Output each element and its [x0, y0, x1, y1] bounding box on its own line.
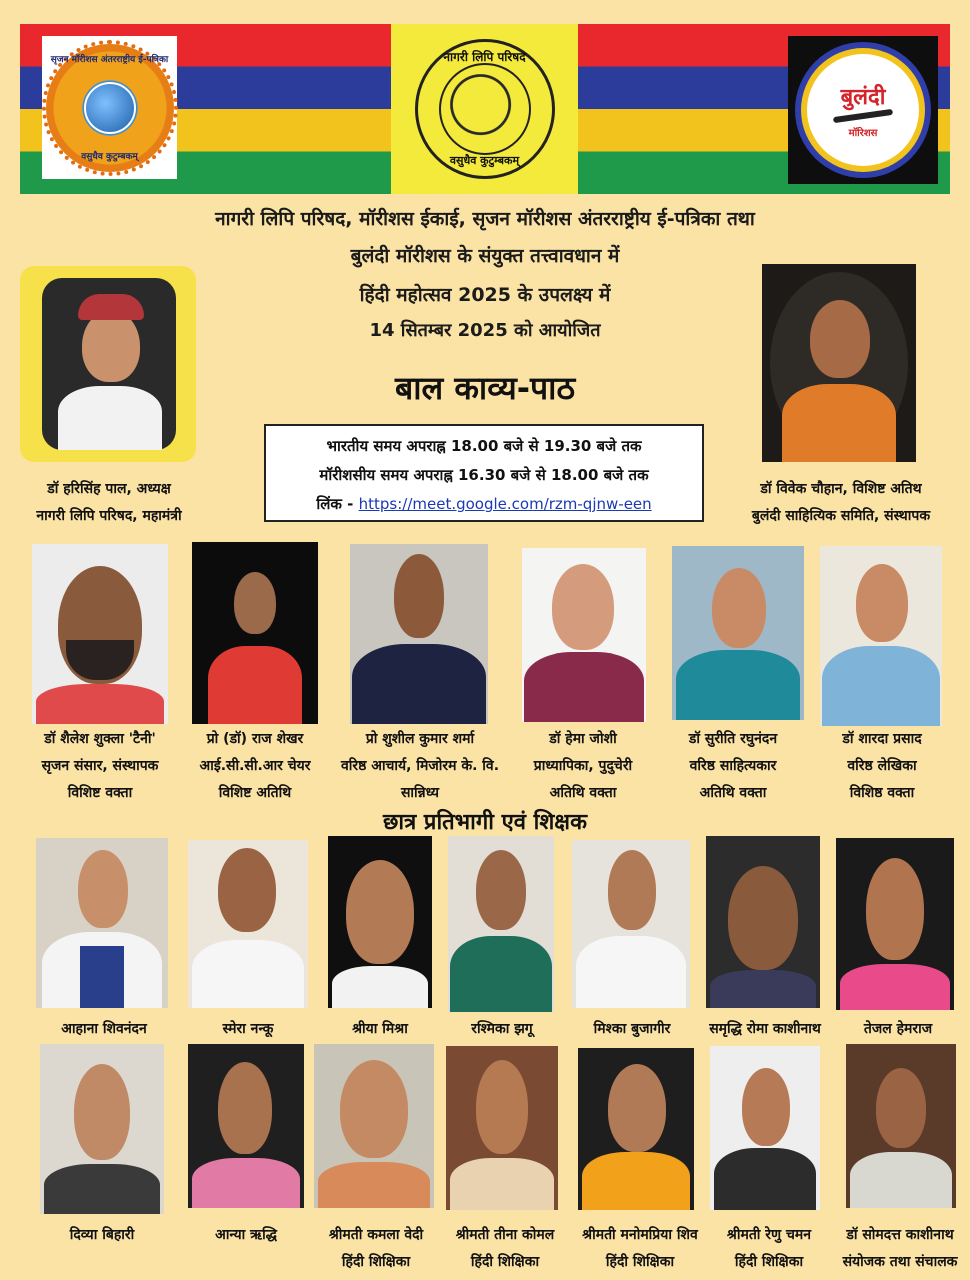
- seal-top-text: नागरी लिपि परिषद: [443, 50, 526, 64]
- section-title: छात्र प्रतिभागी एवं शिक्षक: [383, 810, 587, 835]
- student-photo: [706, 836, 820, 1008]
- seal-bottom-text: वसुधैव कुटुम्बकम्: [449, 154, 520, 167]
- participant-caption: [22, 1222, 182, 1249]
- speaker-name: डॉ हेमा जोशी: [549, 731, 617, 747]
- seal-icon: [415, 39, 555, 179]
- guest-right-role: बुलंदी साहित्यिक समिति, संस्थापक: [751, 508, 931, 524]
- india-time: भारतीय समय अपराह्न 18.00 बजे से 19.30 बजे तक: [326, 437, 642, 455]
- speaker-org: वरिष्ठ साहित्यकार: [689, 758, 777, 774]
- student-name: श्रीया मिश्रा: [352, 1021, 408, 1037]
- participant-caption: [568, 1222, 712, 1276]
- speaker-role: अतिथि वक्ता: [699, 785, 767, 801]
- speaker-role: अतिथि वक्ता: [549, 785, 617, 801]
- srijan-logo-bottom-text: वसुधैव कुटुम्बकम्: [81, 151, 138, 162]
- speaker-photo: [522, 548, 646, 722]
- speaker-photo: [350, 544, 488, 724]
- guest-right-name: डॉ विवेक चौहान, विशिष्ट अतिथ: [760, 481, 922, 497]
- student-photo: [836, 838, 954, 1010]
- participant-role: संयोजक तथा संचालक: [842, 1254, 958, 1270]
- speaker-caption: [176, 726, 334, 807]
- heading-line-3: हिंदी महोत्सव 2025 के उपलक्ष्य में: [359, 284, 611, 306]
- student-name: मिश्का बुजागीर: [593, 1021, 671, 1037]
- speaker-role: विशिष्ठ वक्ता: [849, 785, 915, 801]
- globe-icon: [84, 82, 136, 134]
- speaker-org: प्राध्यापिका, पुदुचेरी: [533, 758, 633, 774]
- sun-emblem-icon: [46, 44, 174, 172]
- speaker-role: सान्निध्य: [400, 785, 440, 801]
- participant-role: हिंदी शिक्षिका: [341, 1254, 411, 1270]
- timing-box: [264, 424, 704, 522]
- participant-name: दिव्या बिहारी: [69, 1227, 135, 1243]
- participant-role: हिंदी शिक्षिका: [605, 1254, 675, 1270]
- guest-caption-left: [0, 476, 218, 530]
- speaker-name: डॉ शारदा प्रसाद: [842, 731, 922, 747]
- student-name: रश्मिका झगू: [471, 1021, 533, 1037]
- speaker-name: डॉ शैलेश शुक्ला 'टैनी': [44, 731, 156, 747]
- speaker-org: वरिष्ठ आचार्य, मिजोरम के. वि.: [340, 758, 500, 774]
- guest-photo-left: [20, 266, 196, 462]
- srijan-logo-top-text: सृजन मॉरीशस अंतरराष्ट्रीय ई-पत्रिका: [50, 54, 169, 65]
- student-name: स्मेरा नन्कू: [222, 1021, 274, 1037]
- link-label: लिंक -: [316, 495, 354, 513]
- speaker-photo: [672, 546, 804, 720]
- teacher-photo: [578, 1048, 694, 1210]
- participant-name: डॉ सोमदत्त काशीनाथ: [846, 1227, 954, 1243]
- student-photo: [36, 838, 168, 1008]
- participant-caption: [306, 1222, 446, 1276]
- speaker-caption: [808, 726, 956, 807]
- participant-name: श्रीमती रेणु चमन: [726, 1227, 812, 1243]
- participant-name: श्रीमती तीना कोमल: [455, 1227, 555, 1243]
- student-photo: [188, 1044, 304, 1208]
- participant-role: हिंदी शिक्षिका: [734, 1254, 804, 1270]
- guest-caption-right: [712, 476, 970, 530]
- speaker-org: वरिष्ठ लेखिका: [847, 758, 917, 774]
- teacher-photo: [846, 1044, 956, 1208]
- speaker-photo: [32, 544, 168, 724]
- heading-line-4: 14 सितम्बर 2025 को आयोजित: [369, 320, 601, 341]
- bulandi-logo: [788, 36, 938, 184]
- speaker-caption: [508, 726, 658, 807]
- participant-name: आन्या ऋद्धि: [215, 1227, 277, 1243]
- guest-left-name: डॉ हरिसिंह पाल, अध्यक्ष: [47, 481, 171, 497]
- speaker-role: विशिष्ट वक्ता: [67, 785, 133, 801]
- participant-role: हिंदी शिक्षिका: [470, 1254, 540, 1270]
- teacher-photo: [710, 1046, 820, 1210]
- participant-caption: [176, 1222, 316, 1249]
- bulandi-title: बुलंदी: [840, 85, 886, 110]
- participant-caption: [436, 1222, 574, 1276]
- bulandi-subtitle: मॉरिशस: [848, 128, 878, 139]
- student-photo: [40, 1044, 164, 1214]
- event-title: बाल काव्य-पाठ: [394, 369, 576, 407]
- meeting-link-row: [274, 490, 694, 519]
- teacher-photo: [314, 1044, 434, 1208]
- student-name: तेजल हेमराज: [863, 1021, 933, 1037]
- student-name: आहाना शिवनंदन: [61, 1021, 147, 1037]
- speaker-name: डॉ सुरीति रघुनंदन: [688, 731, 778, 747]
- participant-caption: [704, 1222, 834, 1276]
- student-name: समृद्धि रोमा काशीनाथ: [709, 1021, 821, 1037]
- speaker-caption: [10, 726, 190, 807]
- student-photo: [572, 840, 690, 1008]
- speaker-photo: [820, 546, 942, 726]
- mauritius-time: मॉरीशसीय समय अपराह्न 16.30 बजे से 18.00 बजे तक: [319, 466, 649, 484]
- nagari-lipi-logo: [391, 24, 578, 194]
- student-photo: [188, 840, 308, 1008]
- speaker-caption: [328, 726, 512, 807]
- globe-icon: [439, 63, 531, 155]
- speaker-name: प्रो शुशील कुमार शर्मा: [365, 731, 475, 747]
- meeting-link[interactable]: https://meet.google.com/rzm-qjnw-een: [358, 495, 652, 513]
- participant-name: श्रीमती मनोमप्रिया शिव: [582, 1227, 698, 1243]
- teacher-photo: [446, 1046, 558, 1210]
- speaker-caption: [658, 726, 808, 807]
- heading-line-1: नागरी लिपि परिषद, मॉरीशस ईकाई, सृजन मॉरीशस अंतरराष्ट्रीय ई-पत्रिका तथा: [215, 208, 755, 230]
- guest-left-role: नागरी लिपि परिषद, महामंत्री: [36, 508, 182, 524]
- speaker-org: आई.सी.सी.आर चेयर: [199, 758, 311, 774]
- student-photo: [328, 836, 432, 1008]
- student-photo: [448, 836, 554, 1012]
- participant-name: श्रीमती कमला वेदी: [328, 1227, 424, 1243]
- speaker-name: प्रो (डॉ) राज शेखर: [206, 731, 304, 747]
- participant-caption: [830, 1222, 970, 1276]
- srijan-logo: [42, 36, 177, 179]
- speaker-role: विशिष्ट अतिथि: [218, 785, 292, 801]
- speaker-photo: [192, 542, 318, 724]
- speaker-org: सृजन संसार, संस्थापक: [41, 758, 159, 774]
- heading-line-2: बुलंदी मॉरीशस के संयुक्त तत्त्वावधान में: [350, 245, 620, 267]
- guest-photo-right: [762, 264, 916, 462]
